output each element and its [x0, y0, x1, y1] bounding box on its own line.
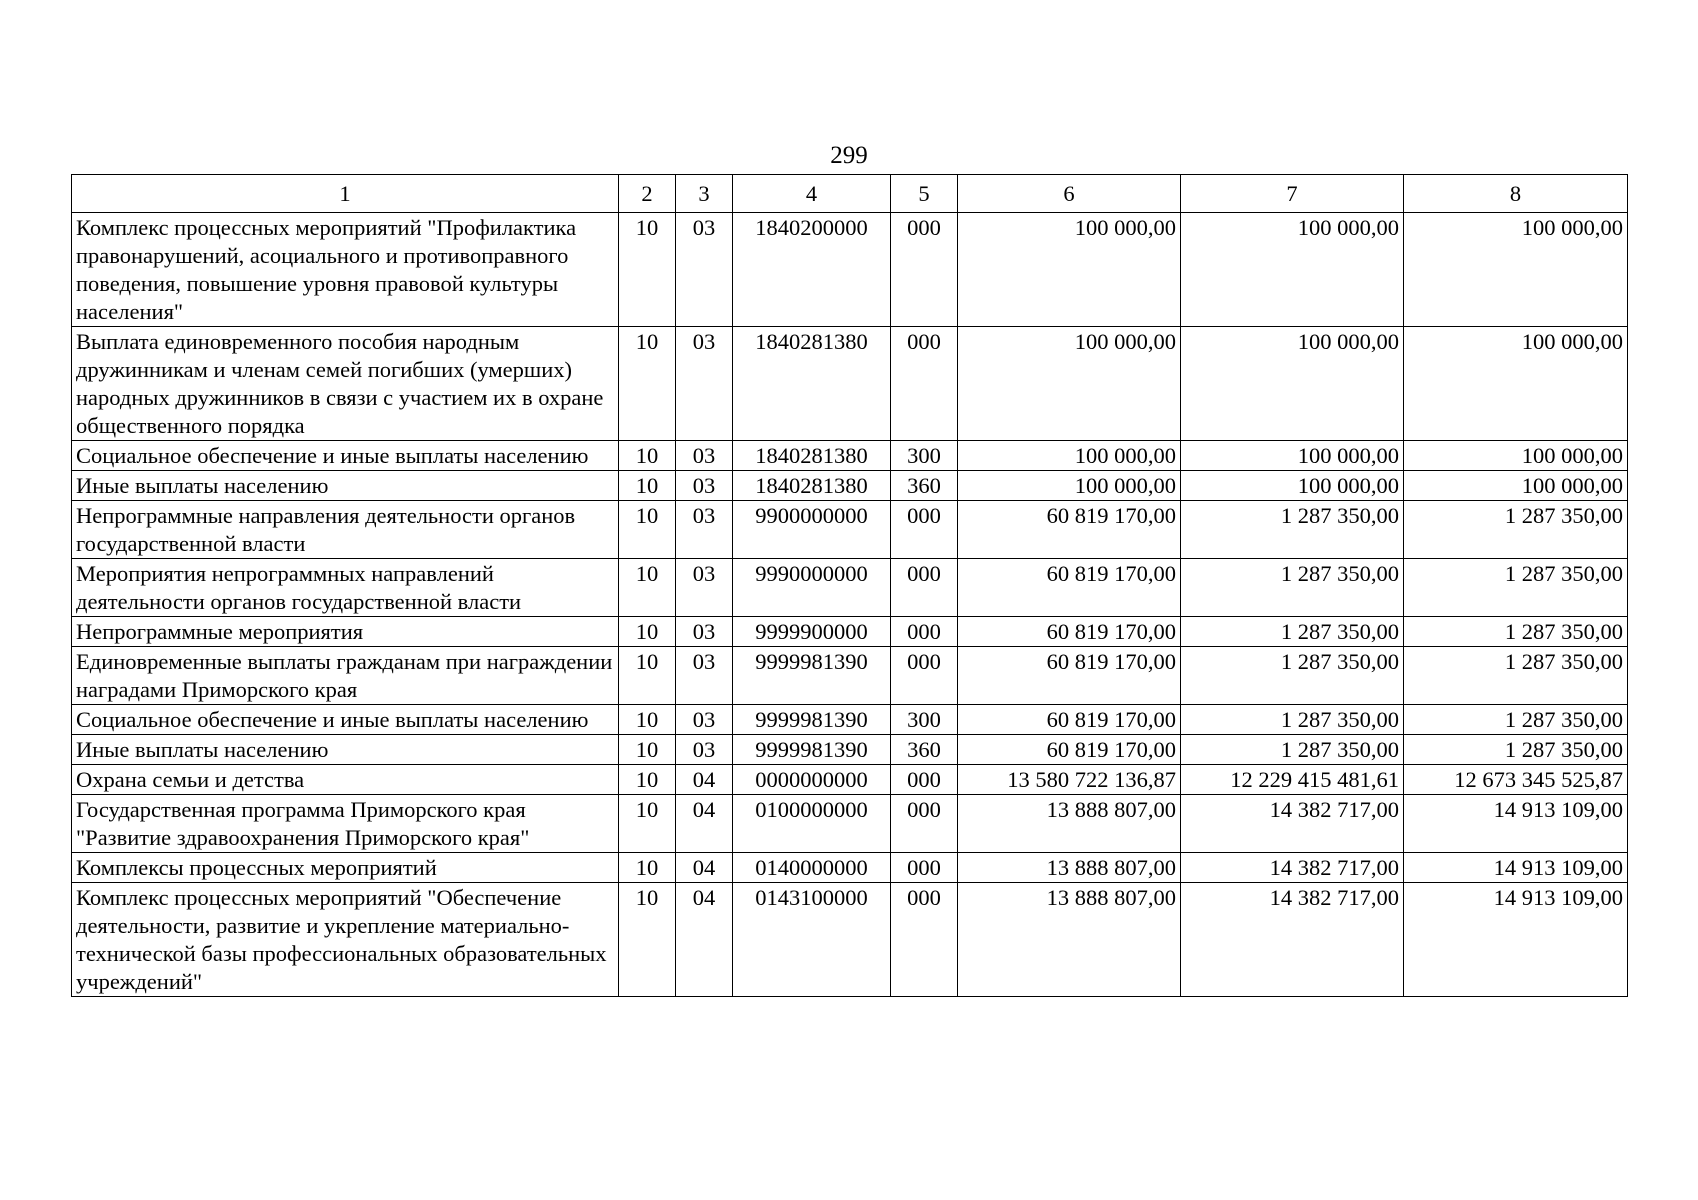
row-amount-col8-cell: 1 287 350,00	[1404, 501, 1628, 559]
row-target-article-cell: 9999981390	[733, 647, 891, 705]
row-subsection-cell: 03	[676, 213, 733, 327]
header-col-5: 5	[891, 175, 958, 213]
row-target-article-cell: 1840281380	[733, 471, 891, 501]
table-row	[72, 705, 1628, 735]
row-name-cell: Непрограммные мероприятия	[72, 617, 619, 647]
row-target-article-cell: 9999981390	[733, 735, 891, 765]
row-expense-type-cell: 000	[891, 327, 958, 441]
table-row	[72, 327, 1628, 441]
row-amount-col7-cell: 100 000,00	[1181, 471, 1404, 501]
row-amount-col7-cell: 100 000,00	[1181, 441, 1404, 471]
row-section-cell: 10	[619, 501, 676, 559]
row-subsection-cell: 03	[676, 471, 733, 501]
row-amount-col7-cell: 14 382 717,00	[1181, 883, 1404, 997]
page-number: 299	[830, 142, 868, 169]
row-amount-col8-cell: 100 000,00	[1404, 327, 1628, 441]
table-row	[72, 617, 1628, 647]
row-expense-type-cell: 000	[891, 883, 958, 997]
header-col-7: 7	[1181, 175, 1404, 213]
row-amount-col7-cell: 1 287 350,00	[1181, 705, 1404, 735]
row-expense-type-cell: 000	[891, 559, 958, 617]
row-amount-col6-cell: 100 000,00	[958, 327, 1181, 441]
row-subsection-cell: 03	[676, 705, 733, 735]
row-target-article-cell: 0140000000	[733, 853, 891, 883]
row-name-cell: Комплексы процессных мероприятий	[72, 853, 619, 883]
row-amount-col8-cell: 100 000,00	[1404, 441, 1628, 471]
row-section-cell: 10	[619, 471, 676, 501]
row-amount-col6-cell: 13 580 722 136,87	[958, 765, 1181, 795]
row-target-article-cell: 1840281380	[733, 327, 891, 441]
row-expense-type-cell: 360	[891, 735, 958, 765]
row-target-article-cell: 0100000000	[733, 795, 891, 853]
row-name-cell: Единовременные выплаты гражданам при награждении наградами Приморского края	[72, 647, 619, 705]
row-amount-col8-cell: 12 673 345 525,87	[1404, 765, 1628, 795]
table-row	[72, 213, 1628, 327]
row-amount-col8-cell: 14 913 109,00	[1404, 853, 1628, 883]
row-name-cell: Комплекс процессных мероприятий "Профилактика правонарушений, асоциального и противоправного поведения, повышение уровня правовой культуры населения"	[72, 213, 619, 327]
row-section-cell: 10	[619, 617, 676, 647]
header-row	[72, 175, 1628, 213]
row-amount-col7-cell: 1 287 350,00	[1181, 559, 1404, 617]
row-subsection-cell: 04	[676, 795, 733, 853]
row-expense-type-cell: 000	[891, 647, 958, 705]
row-name-cell: Выплата единовременного пособия народным дружинникам и членам семей погибших (умерших) народных дружинников в связи с участием их в охране общественного порядка	[72, 327, 619, 441]
row-expense-type-cell: 000	[891, 617, 958, 647]
table-row	[72, 559, 1628, 617]
row-amount-col6-cell: 60 819 170,00	[958, 647, 1181, 705]
row-amount-col7-cell: 1 287 350,00	[1181, 735, 1404, 765]
row-amount-col7-cell: 14 382 717,00	[1181, 795, 1404, 853]
row-target-article-cell: 9990000000	[733, 559, 891, 617]
row-name-cell: Социальное обеспечение и иные выплаты населению	[72, 705, 619, 735]
row-amount-col6-cell: 60 819 170,00	[958, 559, 1181, 617]
row-section-cell: 10	[619, 795, 676, 853]
row-subsection-cell: 03	[676, 559, 733, 617]
row-amount-col6-cell: 100 000,00	[958, 441, 1181, 471]
row-name-cell: Иные выплаты населению	[72, 471, 619, 501]
row-amount-col8-cell: 14 913 109,00	[1404, 795, 1628, 853]
row-subsection-cell: 03	[676, 327, 733, 441]
row-amount-col6-cell: 13 888 807,00	[958, 883, 1181, 997]
row-name-cell: Охрана семьи и детства	[72, 765, 619, 795]
row-amount-col8-cell: 1 287 350,00	[1404, 705, 1628, 735]
row-amount-col7-cell: 1 287 350,00	[1181, 501, 1404, 559]
row-expense-type-cell: 360	[891, 471, 958, 501]
row-section-cell: 10	[619, 213, 676, 327]
row-amount-col6-cell: 60 819 170,00	[958, 617, 1181, 647]
table-row	[72, 883, 1628, 997]
row-section-cell: 10	[619, 327, 676, 441]
row-target-article-cell: 1840200000	[733, 213, 891, 327]
row-amount-col8-cell: 1 287 350,00	[1404, 735, 1628, 765]
row-amount-col6-cell: 13 888 807,00	[958, 853, 1181, 883]
row-expense-type-cell: 000	[891, 501, 958, 559]
header-col-1: 1	[72, 175, 619, 213]
row-amount-col8-cell: 1 287 350,00	[1404, 559, 1628, 617]
header-col-3: 3	[676, 175, 733, 213]
row-subsection-cell: 03	[676, 735, 733, 765]
row-amount-col7-cell: 14 382 717,00	[1181, 853, 1404, 883]
row-amount-col7-cell: 100 000,00	[1181, 327, 1404, 441]
row-section-cell: 10	[619, 559, 676, 617]
row-expense-type-cell: 000	[891, 795, 958, 853]
row-amount-col6-cell: 60 819 170,00	[958, 501, 1181, 559]
row-subsection-cell: 03	[676, 501, 733, 559]
row-amount-col7-cell: 1 287 350,00	[1181, 617, 1404, 647]
row-target-article-cell: 9999981390	[733, 705, 891, 735]
row-name-cell: Иные выплаты населению	[72, 735, 619, 765]
row-section-cell: 10	[619, 647, 676, 705]
table-row	[72, 735, 1628, 765]
row-amount-col6-cell: 100 000,00	[958, 213, 1181, 327]
row-target-article-cell: 9900000000	[733, 501, 891, 559]
table-row	[72, 441, 1628, 471]
row-expense-type-cell: 300	[891, 705, 958, 735]
row-section-cell: 10	[619, 765, 676, 795]
row-amount-col7-cell: 1 287 350,00	[1181, 647, 1404, 705]
header-col-4: 4	[733, 175, 891, 213]
table-row	[72, 795, 1628, 853]
row-amount-col7-cell: 12 229 415 481,61	[1181, 765, 1404, 795]
row-name-cell: Комплекс процессных мероприятий "Обеспечение деятельности, развитие и укрепление материально-технической базы профессиональных образовательных учреждений"	[72, 883, 619, 997]
row-amount-col6-cell: 60 819 170,00	[958, 735, 1181, 765]
row-subsection-cell: 03	[676, 647, 733, 705]
row-subsection-cell: 03	[676, 617, 733, 647]
row-subsection-cell: 03	[676, 441, 733, 471]
row-name-cell: Государственная программа Приморского края "Развитие здравоохранения Приморского края"	[72, 795, 619, 853]
header-col-2: 2	[619, 175, 676, 213]
row-target-article-cell: 9999900000	[733, 617, 891, 647]
row-amount-col8-cell: 1 287 350,00	[1404, 617, 1628, 647]
row-subsection-cell: 04	[676, 765, 733, 795]
row-target-article-cell: 0000000000	[733, 765, 891, 795]
table-row	[72, 501, 1628, 559]
row-amount-col8-cell: 100 000,00	[1404, 471, 1628, 501]
row-section-cell: 10	[619, 883, 676, 997]
header-col-8: 8	[1404, 175, 1628, 213]
row-amount-col6-cell: 60 819 170,00	[958, 705, 1181, 735]
row-expense-type-cell: 300	[891, 441, 958, 471]
row-section-cell: 10	[619, 735, 676, 765]
row-expense-type-cell: 000	[891, 853, 958, 883]
table-row	[72, 471, 1628, 501]
row-amount-col8-cell: 14 913 109,00	[1404, 883, 1628, 997]
table-body	[72, 213, 1628, 997]
row-expense-type-cell: 000	[891, 213, 958, 327]
row-section-cell: 10	[619, 853, 676, 883]
header-col-6: 6	[958, 175, 1181, 213]
table-row	[72, 647, 1628, 705]
row-amount-col6-cell: 100 000,00	[958, 471, 1181, 501]
row-name-cell: Мероприятия непрограммных направлений деятельности органов государственной власти	[72, 559, 619, 617]
table-row	[72, 853, 1628, 883]
row-amount-col8-cell: 100 000,00	[1404, 213, 1628, 327]
row-section-cell: 10	[619, 705, 676, 735]
table-row	[72, 765, 1628, 795]
row-subsection-cell: 04	[676, 853, 733, 883]
budget-table	[71, 174, 1628, 997]
row-target-article-cell: 0143100000	[733, 883, 891, 997]
row-amount-col6-cell: 13 888 807,00	[958, 795, 1181, 853]
row-name-cell: Социальное обеспечение и иные выплаты населению	[72, 441, 619, 471]
row-expense-type-cell: 000	[891, 765, 958, 795]
row-amount-col8-cell: 1 287 350,00	[1404, 647, 1628, 705]
row-name-cell: Непрограммные направления деятельности органов государственной власти	[72, 501, 619, 559]
row-section-cell: 10	[619, 441, 676, 471]
row-subsection-cell: 04	[676, 883, 733, 997]
row-amount-col7-cell: 100 000,00	[1181, 213, 1404, 327]
row-target-article-cell: 1840281380	[733, 441, 891, 471]
